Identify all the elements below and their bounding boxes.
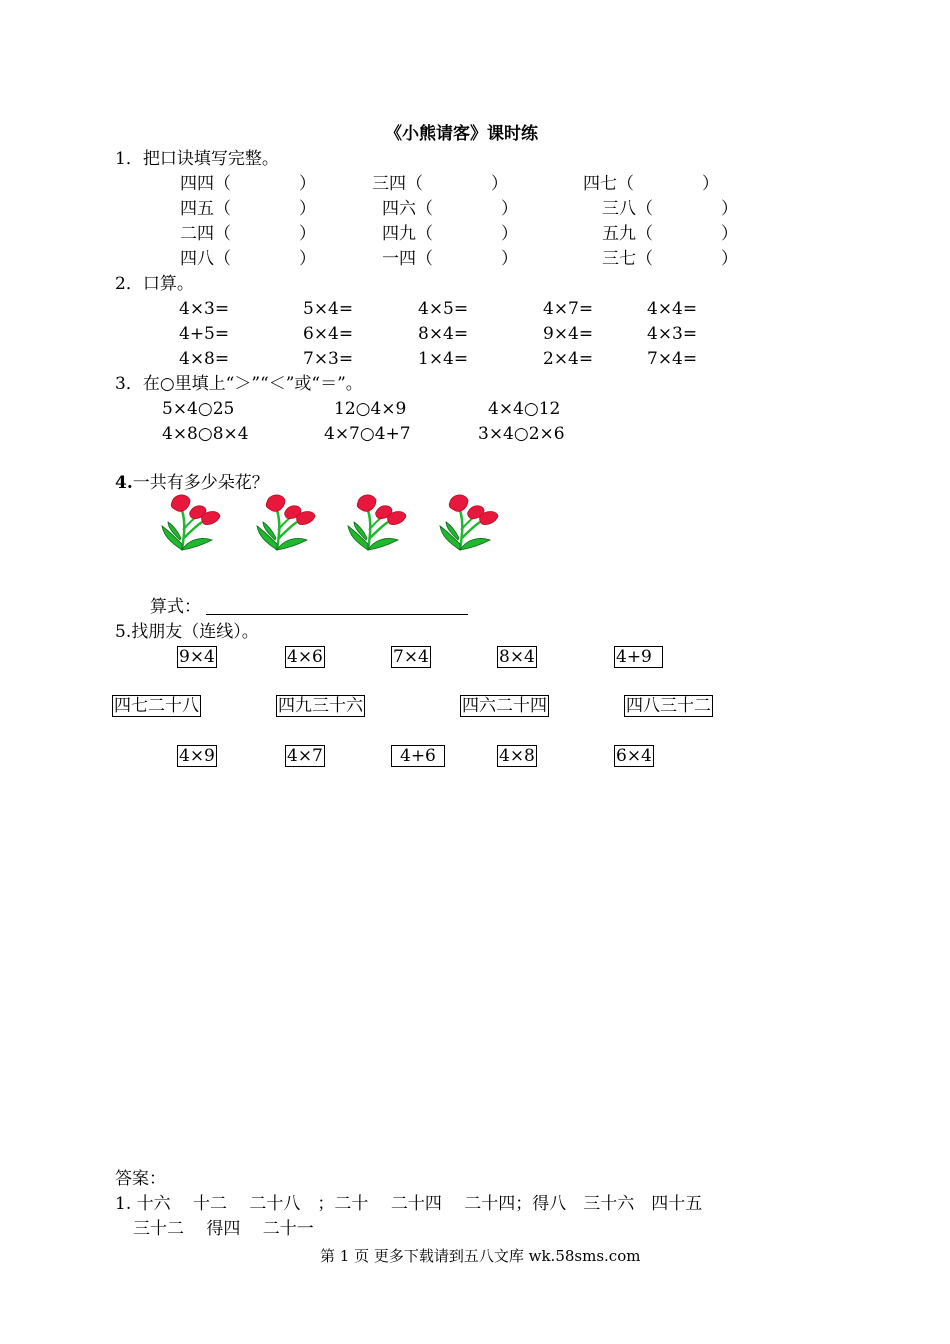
match-box-bottom[interactable]: 4×7: [287, 746, 323, 766]
q1-item: 四六（ ）: [382, 199, 518, 219]
q2-item: 6×4=: [303, 324, 354, 344]
match-box-top[interactable]: 9×4: [179, 647, 215, 667]
formula-label: 算式：: [150, 597, 201, 617]
match-box-bottom[interactable]: 6×4: [616, 746, 652, 766]
q2-item: 7×4=: [647, 349, 698, 369]
q3-item: 4×4○12: [488, 399, 561, 419]
q2-heading: 2．口算。: [115, 274, 194, 294]
q2-item: 4×5=: [418, 299, 469, 319]
q2-item: 7×3=: [303, 349, 354, 369]
q1-item: 五九（ ）: [602, 224, 738, 244]
flower-image: [346, 492, 408, 554]
q1-item: 四七（ ）: [583, 174, 719, 194]
q2-item: 4×8=: [179, 349, 230, 369]
q2-item: 4+5=: [179, 324, 230, 344]
flower-image: [160, 492, 222, 554]
match-box-top[interactable]: 4+9: [614, 646, 663, 668]
q4-number: 4.: [115, 473, 133, 493]
q2-item: 4×4=: [647, 299, 698, 319]
match-box-bottom[interactable]: 4+6: [391, 745, 445, 767]
q1-item: 三七（ ）: [602, 249, 738, 269]
page-title: 《小熊请客》课时练: [385, 124, 538, 144]
answers-label: 答案：: [115, 1169, 166, 1189]
q1-heading: 1．把口诀填写完整。: [115, 149, 279, 169]
q5-heading: 5.找朋友（连线）。: [115, 622, 259, 642]
q4-question: 一共有多少朵花？: [132, 473, 269, 493]
q1-item: 二四（ ）: [180, 224, 316, 244]
q3-item: 4×7○4+7: [324, 424, 411, 444]
q1-item: 四九（ ）: [382, 224, 518, 244]
flower-image: [255, 492, 317, 554]
q1-item: 四八（ ）: [180, 249, 316, 269]
q3-item: 5×4○25: [162, 399, 235, 419]
q1-item: 三四（ ）: [372, 174, 508, 194]
q3-item: 4×8○8×4: [162, 424, 249, 444]
q3-item: 12○4×9: [334, 399, 407, 419]
flower-image: [438, 492, 500, 554]
match-box-top[interactable]: 7×4: [393, 647, 429, 667]
q2-item: 9×4=: [543, 324, 594, 344]
match-box-bottom[interactable]: 4×8: [499, 746, 535, 766]
match-box-top[interactable]: 4×6: [287, 647, 323, 667]
formula-answer-line[interactable]: [206, 614, 468, 615]
q3-item: 3×4○2×6: [478, 424, 565, 444]
answers-line-1: 1. 十六 十二 二十八 ；二十 二十四 二十四；得八 三十六 四十五: [115, 1194, 703, 1214]
answers-line-2: 三十二 得四 二十一: [133, 1219, 314, 1239]
match-box-top[interactable]: 8×4: [499, 647, 535, 667]
match-box-middle[interactable]: 四八三十二: [626, 696, 711, 716]
match-box-middle[interactable]: 四七二十八: [114, 696, 199, 716]
q2-item: 2×4=: [543, 349, 594, 369]
match-box-middle[interactable]: 四九三十六: [278, 696, 363, 716]
q2-item: 5×4=: [303, 299, 354, 319]
match-box-middle[interactable]: 四六二十四: [462, 696, 547, 716]
q2-item: 1×4=: [418, 349, 469, 369]
q1-item: 一四（ ）: [382, 249, 518, 269]
q1-item: 四五（ ）: [180, 199, 316, 219]
q2-item: 4×7=: [543, 299, 594, 319]
q1-item: 四四（ ）: [180, 174, 316, 194]
q1-item: 三八（ ）: [602, 199, 738, 219]
q2-item: 4×3=: [647, 324, 698, 344]
page-footer: 第 1 页 更多下载请到五八文库 wk.58sms.com: [320, 1247, 641, 1265]
match-box-bottom[interactable]: 4×9: [179, 746, 215, 766]
q3-heading: 3．在○里填上“＞”“＜”或“＝”。: [115, 374, 363, 394]
q2-item: 4×3=: [179, 299, 230, 319]
q2-item: 8×4=: [418, 324, 469, 344]
